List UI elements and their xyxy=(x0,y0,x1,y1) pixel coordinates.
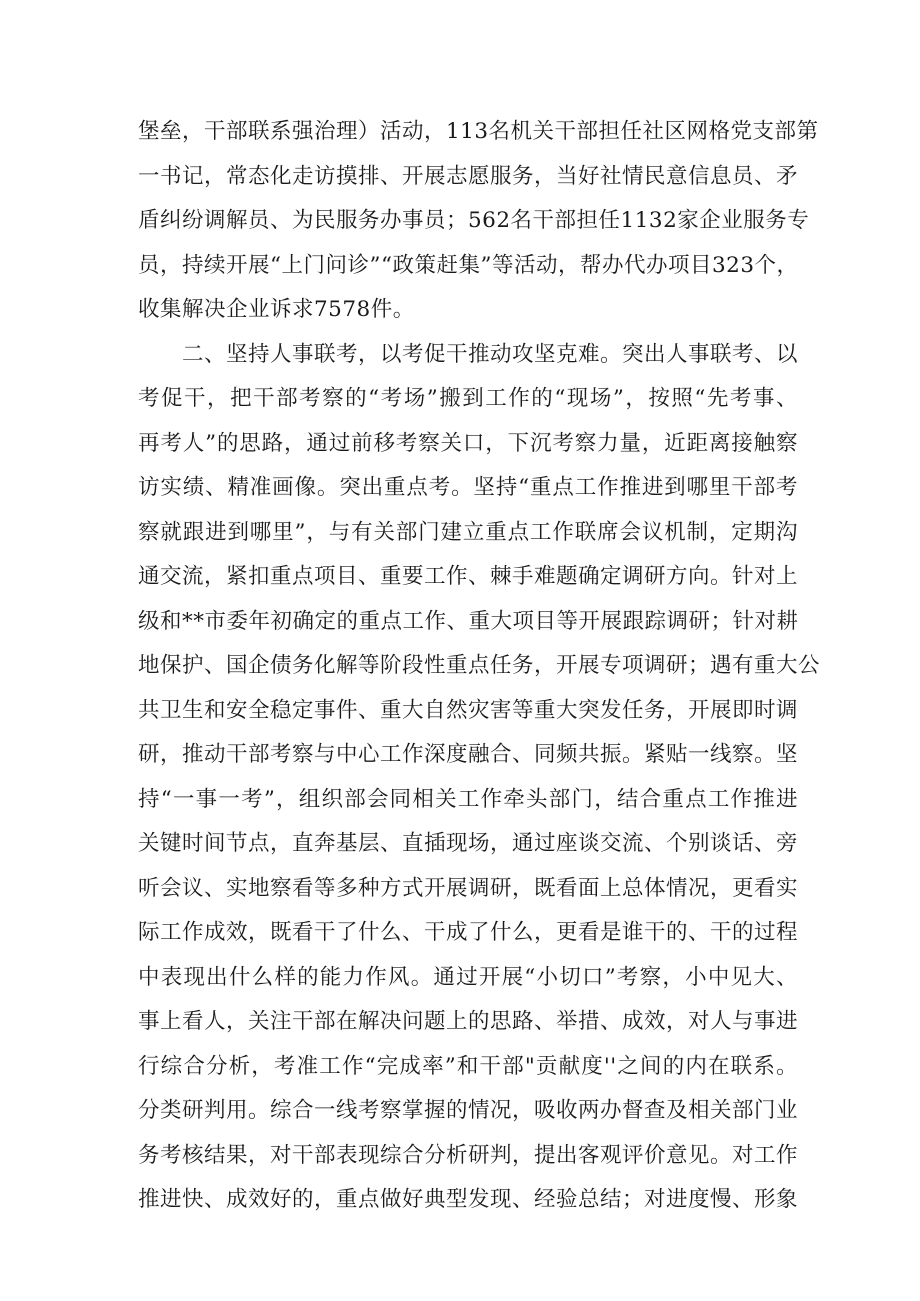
paragraph-line: 考促干，把干部考察的“考场”搬到工作的“现场”，按照“先考事、 xyxy=(138,386,798,411)
paragraph-line: 推进快、成效好的，重点做好典型发现、经验总结；对进度慢、形象 xyxy=(138,1187,799,1212)
paragraph-line: 一书记，常态化走访摸排、开展志愿服务，当好社情民意信息员、矛 xyxy=(138,163,799,189)
paragraph-line: 收集解决企业诉求7578件。 xyxy=(138,297,415,322)
paragraph-heading-line: 二、坚持人事联考，以考促干推动攻坚克难。突出人事联考、以 xyxy=(182,341,799,367)
paragraph-line: 关键时间节点，直奔基层、直插现场，通过座谈交流、个别谈话、旁 xyxy=(138,831,799,856)
paragraph-line: 研，推动干部考察与中心工作深度融合、同频共振。紧贴一线察。坚 xyxy=(138,742,799,767)
paragraph-line: 再考人”的思路，通过前移考察关口，下沉考察力量，近距离接触察 xyxy=(138,430,798,456)
paragraph-line: 察就跟进到哪里”，与有关部门建立重点工作联席会议机制，定期沟 xyxy=(138,519,798,545)
paragraph-line: 听会议、实地察看等多种方式开展调研，既看面上总体情况，更看实 xyxy=(138,875,799,901)
paragraph-line: 持“一事一考”，组织部会同相关工作牵头部门，结合重点工作推进 xyxy=(138,786,798,812)
paragraph-line: 务考核结果，对干部表现综合分析研判，提出客观评价意见。对工作 xyxy=(138,1142,799,1168)
paragraph-line: 级和**市委年初确定的重点工作、重大项目等开展跟踪调研；针对耕 xyxy=(138,608,799,634)
paragraph-line: 通交流，紧扣重点项目、重要工作、棘手难题确定调研方向。针对上 xyxy=(138,564,799,589)
paragraph-2 xyxy=(138,333,821,1223)
paragraph-line: 访实绩、精准画像。突出重点考。坚持“重点工作推进到哪里干部考 xyxy=(138,475,798,500)
paragraph-line: 分类研判用。综合一线考察掌握的情况，吸收两办督查及相关部门业 xyxy=(138,1098,799,1123)
document-body xyxy=(138,110,821,1223)
paragraph-line: 行综合分析，考准工作“完成率”和干部"贡献度''之间的内在联系。 xyxy=(138,1053,798,1079)
paragraph-line: 中表现出什么样的能力作风。通过开展“小切口”考察，小中见大、 xyxy=(138,964,798,990)
paragraph-line: 共卫生和安全稳定事件、重大自然灾害等重大突发任务，开展即时调 xyxy=(138,697,799,723)
paragraph-line: 盾纠纷调解员、为民服务办事员；562名干部担任1132家企业服务专 xyxy=(138,208,810,233)
paragraph-line: 员，持续开展“上门问诊”“政策赶集”等活动，帮办代办项目323个， xyxy=(138,252,799,278)
paragraph-line: 事上看人，关注干部在解决问题上的思路、举措、成效，对人与事进 xyxy=(138,1009,799,1034)
paragraph-line: 堡垒，干部联系强治理）活动，113名机关干部担任社区网格党支部第 xyxy=(138,119,819,144)
paragraph-line: 际工作成效，既看干了什么、干成了什么，更看是谁干的、干的过程 xyxy=(138,920,799,945)
paragraph-line: 地保护、国企债务化解等阶段性重点任务，开展专项调研；遇有重大公 xyxy=(138,653,821,678)
paragraph-1 xyxy=(138,110,819,333)
